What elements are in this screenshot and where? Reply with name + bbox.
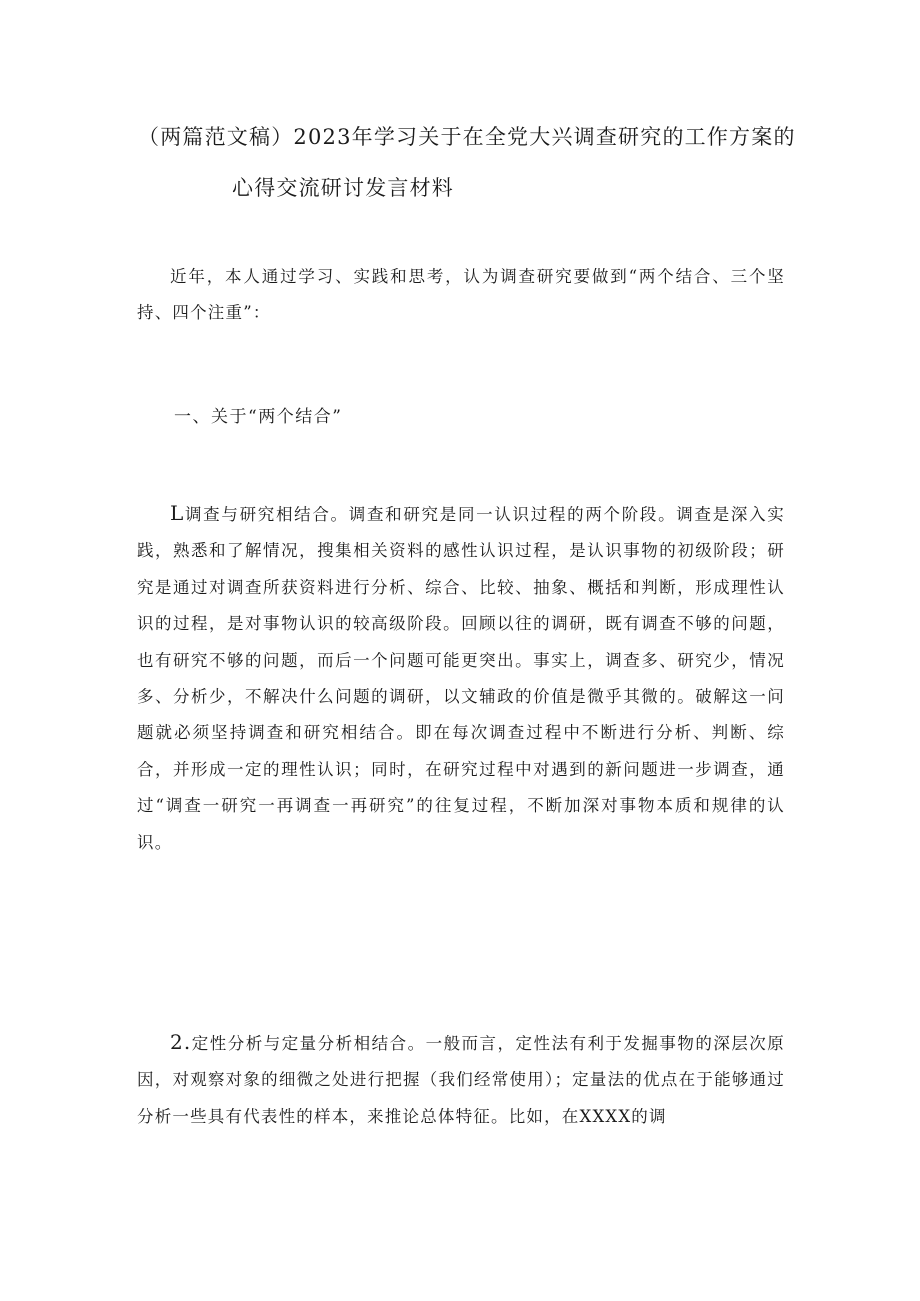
point-1-title: 调查与研究相结合。 xyxy=(184,505,349,524)
document-title-line-1: （两篇范文稿）2023年学习关于在全党大兴调查研究的工作方案的 xyxy=(138,125,796,149)
point-1-number: L xyxy=(170,501,185,525)
intro-paragraph: 近年，本人通过学习、实践和思考，认为调查研究要做到“两个结合、三个坚持、四个注重”： xyxy=(137,267,785,323)
point-1-paragraph xyxy=(137,495,785,861)
document-title-line-2: 心得交流研讨发言材料 xyxy=(232,176,454,200)
section-1-heading: 一、关于“两个结合” xyxy=(174,407,343,427)
point-2-body: 一般而言，定性法有利于发掘事物的深层次原因，对观察对象的细微之处进行把握（我们经常使用）；定量法的优点在于能够通过分析一些具有代表性的样本，来推论总体特征。比如，在XXXX的调 xyxy=(137,1034,785,1126)
point-2-paragraph xyxy=(137,1024,785,1135)
point-1-body: 调查和研究是同一认识过程的两个阶段。调查是深入实践，熟悉和了解情况，搜集相关资料的感性认识过程，是认识事物的初级阶段；研究是通过对调查所获资料进行分析、综合、比较、抽象、概括和判断，形成理性认识的过程，是对事物认识的较高级阶段。回顾以往的调研，既有调查不够的问题，也有研究不够的问题，而后一个问题可能更突出。事实上，调查多、研究少，情况多、分析少，不解决什么问题的调研，以文辅政的价值是微乎其微的。破解这一问题就必须坚持调查和研究相结合。即在每次调查过程中不断进行分析、判断、综合，并形成一定的理性认识；同时，在研究过程中对遇到的新问题进一步调查，通过“调查一研究一再调查一再研究”的往复过程，不断加深对事物本质和规律的认识。 xyxy=(137,505,785,852)
point-2-number: 2. xyxy=(170,1030,192,1054)
point-2-title: 定性分析与定量分析相结合。 xyxy=(191,1034,426,1053)
